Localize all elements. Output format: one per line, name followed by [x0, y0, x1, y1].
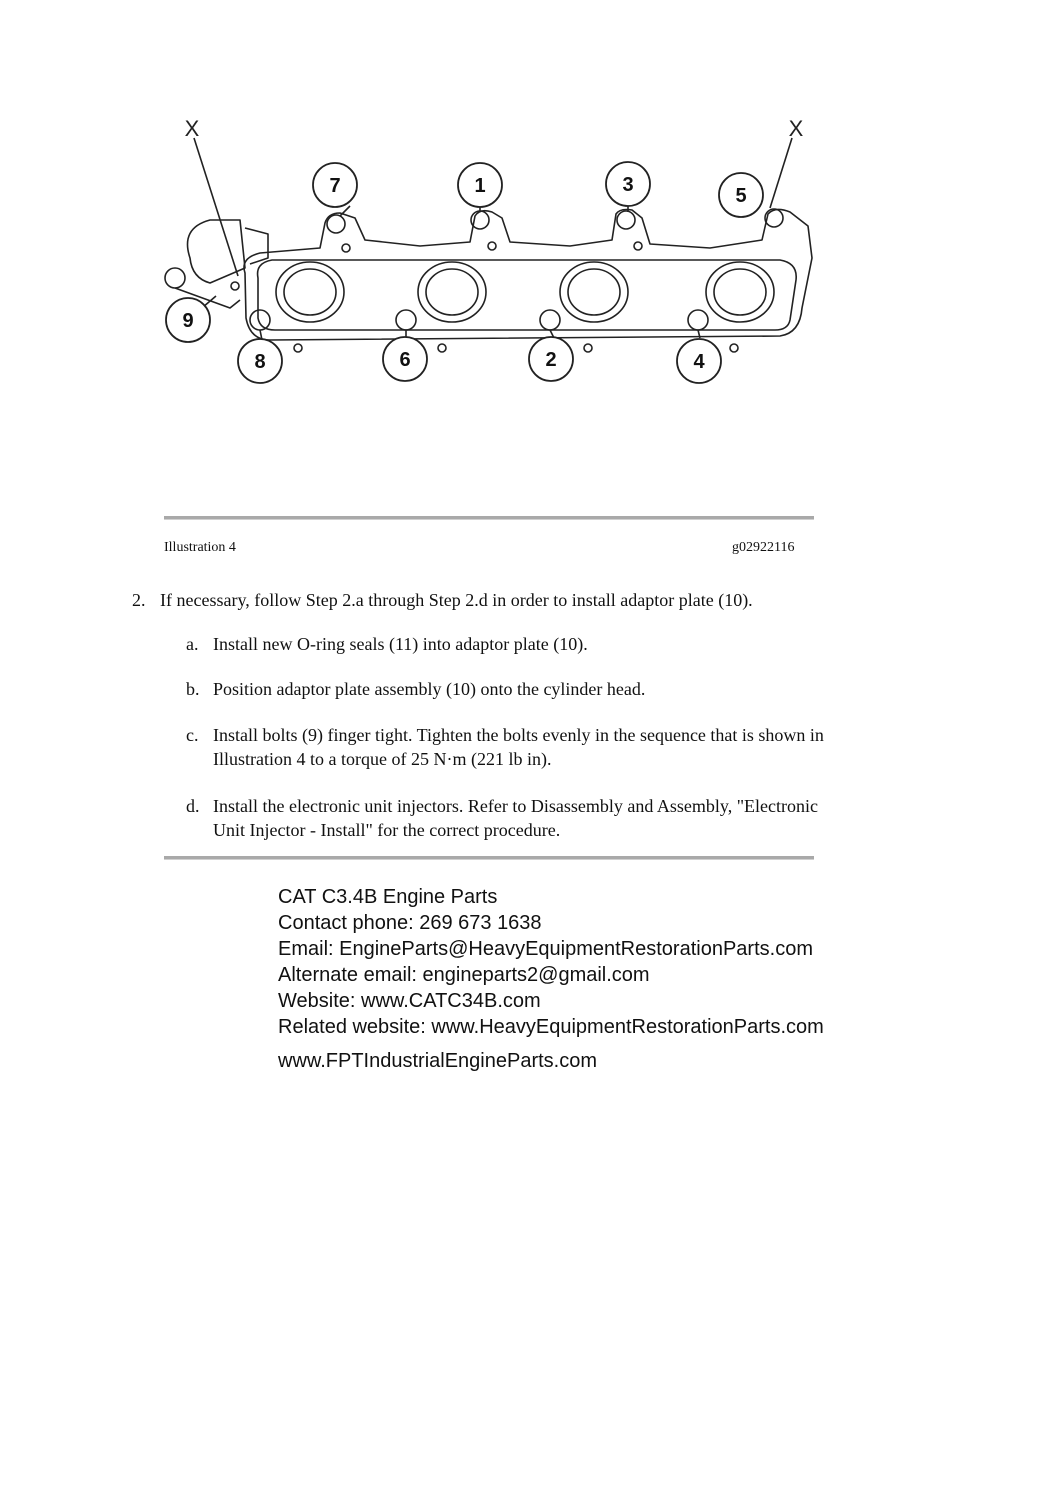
- procedure-divider-bottom: [164, 856, 814, 860]
- step-2-number: 2.: [132, 590, 146, 610]
- hole: [488, 242, 496, 250]
- contact-block: [278, 884, 824, 1074]
- callout-6-label: 6: [399, 349, 411, 371]
- contact-email: Email: EngineParts@HeavyEquipmentRestorationParts.com: [278, 938, 813, 960]
- callout-5-label: 5: [735, 185, 747, 207]
- bolt-9-head: [165, 268, 185, 288]
- substep-a-label: a.: [186, 634, 199, 654]
- leader-x-left: [194, 138, 238, 276]
- adaptor-plate-illustration: [150, 108, 850, 398]
- leader-x-right: [770, 138, 792, 208]
- bolt-6-head: [396, 310, 416, 330]
- bore-1-inner: [284, 269, 336, 315]
- bore-4-inner: [714, 269, 766, 315]
- bolt-8-head: [250, 310, 270, 330]
- bore-3: [560, 262, 628, 322]
- hole: [342, 244, 350, 252]
- housing-outline: [188, 220, 246, 283]
- substep-d-line-1: Install the electronic unit injectors. Refer to Disassembly and Assembly, "Electronic: [213, 796, 819, 816]
- substep-b-label: b.: [186, 679, 200, 699]
- contact-extra-website: www.FPTIndustrialEngineParts.com: [278, 1050, 598, 1072]
- illustration-caption: Illustration 4: [164, 540, 236, 555]
- contact-phone: Contact phone: 269 673 1638: [278, 912, 542, 934]
- bolt-7-head: [327, 215, 345, 233]
- caption-divider-top: [164, 516, 814, 520]
- step-2: [132, 588, 932, 612]
- step-2-text: If necessary, follow Step 2.a through Step 2.d in order to install adaptor plate (10).: [160, 590, 753, 610]
- contact-website: Website: www.CATC34B.com: [278, 990, 541, 1012]
- callout-7-label: 7: [329, 175, 341, 197]
- contact-related-website: Related website: www.HeavyEquipmentRestorationParts.com: [278, 1016, 824, 1038]
- substep-c: [186, 723, 946, 771]
- marker-x-right: X: [788, 116, 804, 141]
- illustration-code: g02922116: [732, 540, 795, 555]
- bolt-4-head: [688, 310, 708, 330]
- callout-8-label: 8: [254, 351, 266, 373]
- substep-d-line-2: Unit Injector - Install" for the correct procedure.: [213, 820, 561, 840]
- hole: [634, 242, 642, 250]
- contact-alt-email: Alternate email: engineparts2@gmail.com: [278, 964, 650, 986]
- hole: [294, 344, 302, 352]
- substep-d: [186, 794, 946, 842]
- substep-c-line-2: Illustration 4 to a torque of 25 N·m (221 lb in).: [213, 749, 552, 769]
- contact-title: CAT C3.4B Engine Parts: [278, 886, 498, 908]
- hole: [730, 344, 738, 352]
- callout-1-label: 1: [474, 175, 486, 197]
- substep-b-text: Position adaptor plate assembly (10) onto the cylinder head.: [213, 679, 646, 699]
- hole: [231, 282, 239, 290]
- substep-a-text: Install new O-ring seals (11) into adaptor plate (10).: [213, 634, 588, 654]
- substep-c-line-1: Install bolts (9) finger tight. Tighten the bolts evenly in the sequence that is shown in: [213, 725, 824, 745]
- bore-1: [276, 262, 344, 322]
- callout-4-label: 4: [693, 351, 705, 373]
- callout-2-label: 2: [545, 349, 557, 371]
- hole: [438, 344, 446, 352]
- marker-x-left: X: [184, 116, 200, 141]
- callout-3-label: 3: [622, 174, 634, 196]
- substep-a: [186, 632, 946, 656]
- hole: [584, 344, 592, 352]
- bolt-3-head: [617, 211, 635, 229]
- substep-b: [186, 677, 946, 701]
- bore-3-inner: [568, 269, 620, 315]
- substep-c-label: c.: [186, 725, 199, 745]
- bolt-2-head: [540, 310, 560, 330]
- substep-d-label: d.: [186, 796, 200, 816]
- bore-4: [706, 262, 774, 322]
- bore-2-inner: [426, 269, 478, 315]
- bore-2: [418, 262, 486, 322]
- callout-9-label: 9: [182, 310, 194, 332]
